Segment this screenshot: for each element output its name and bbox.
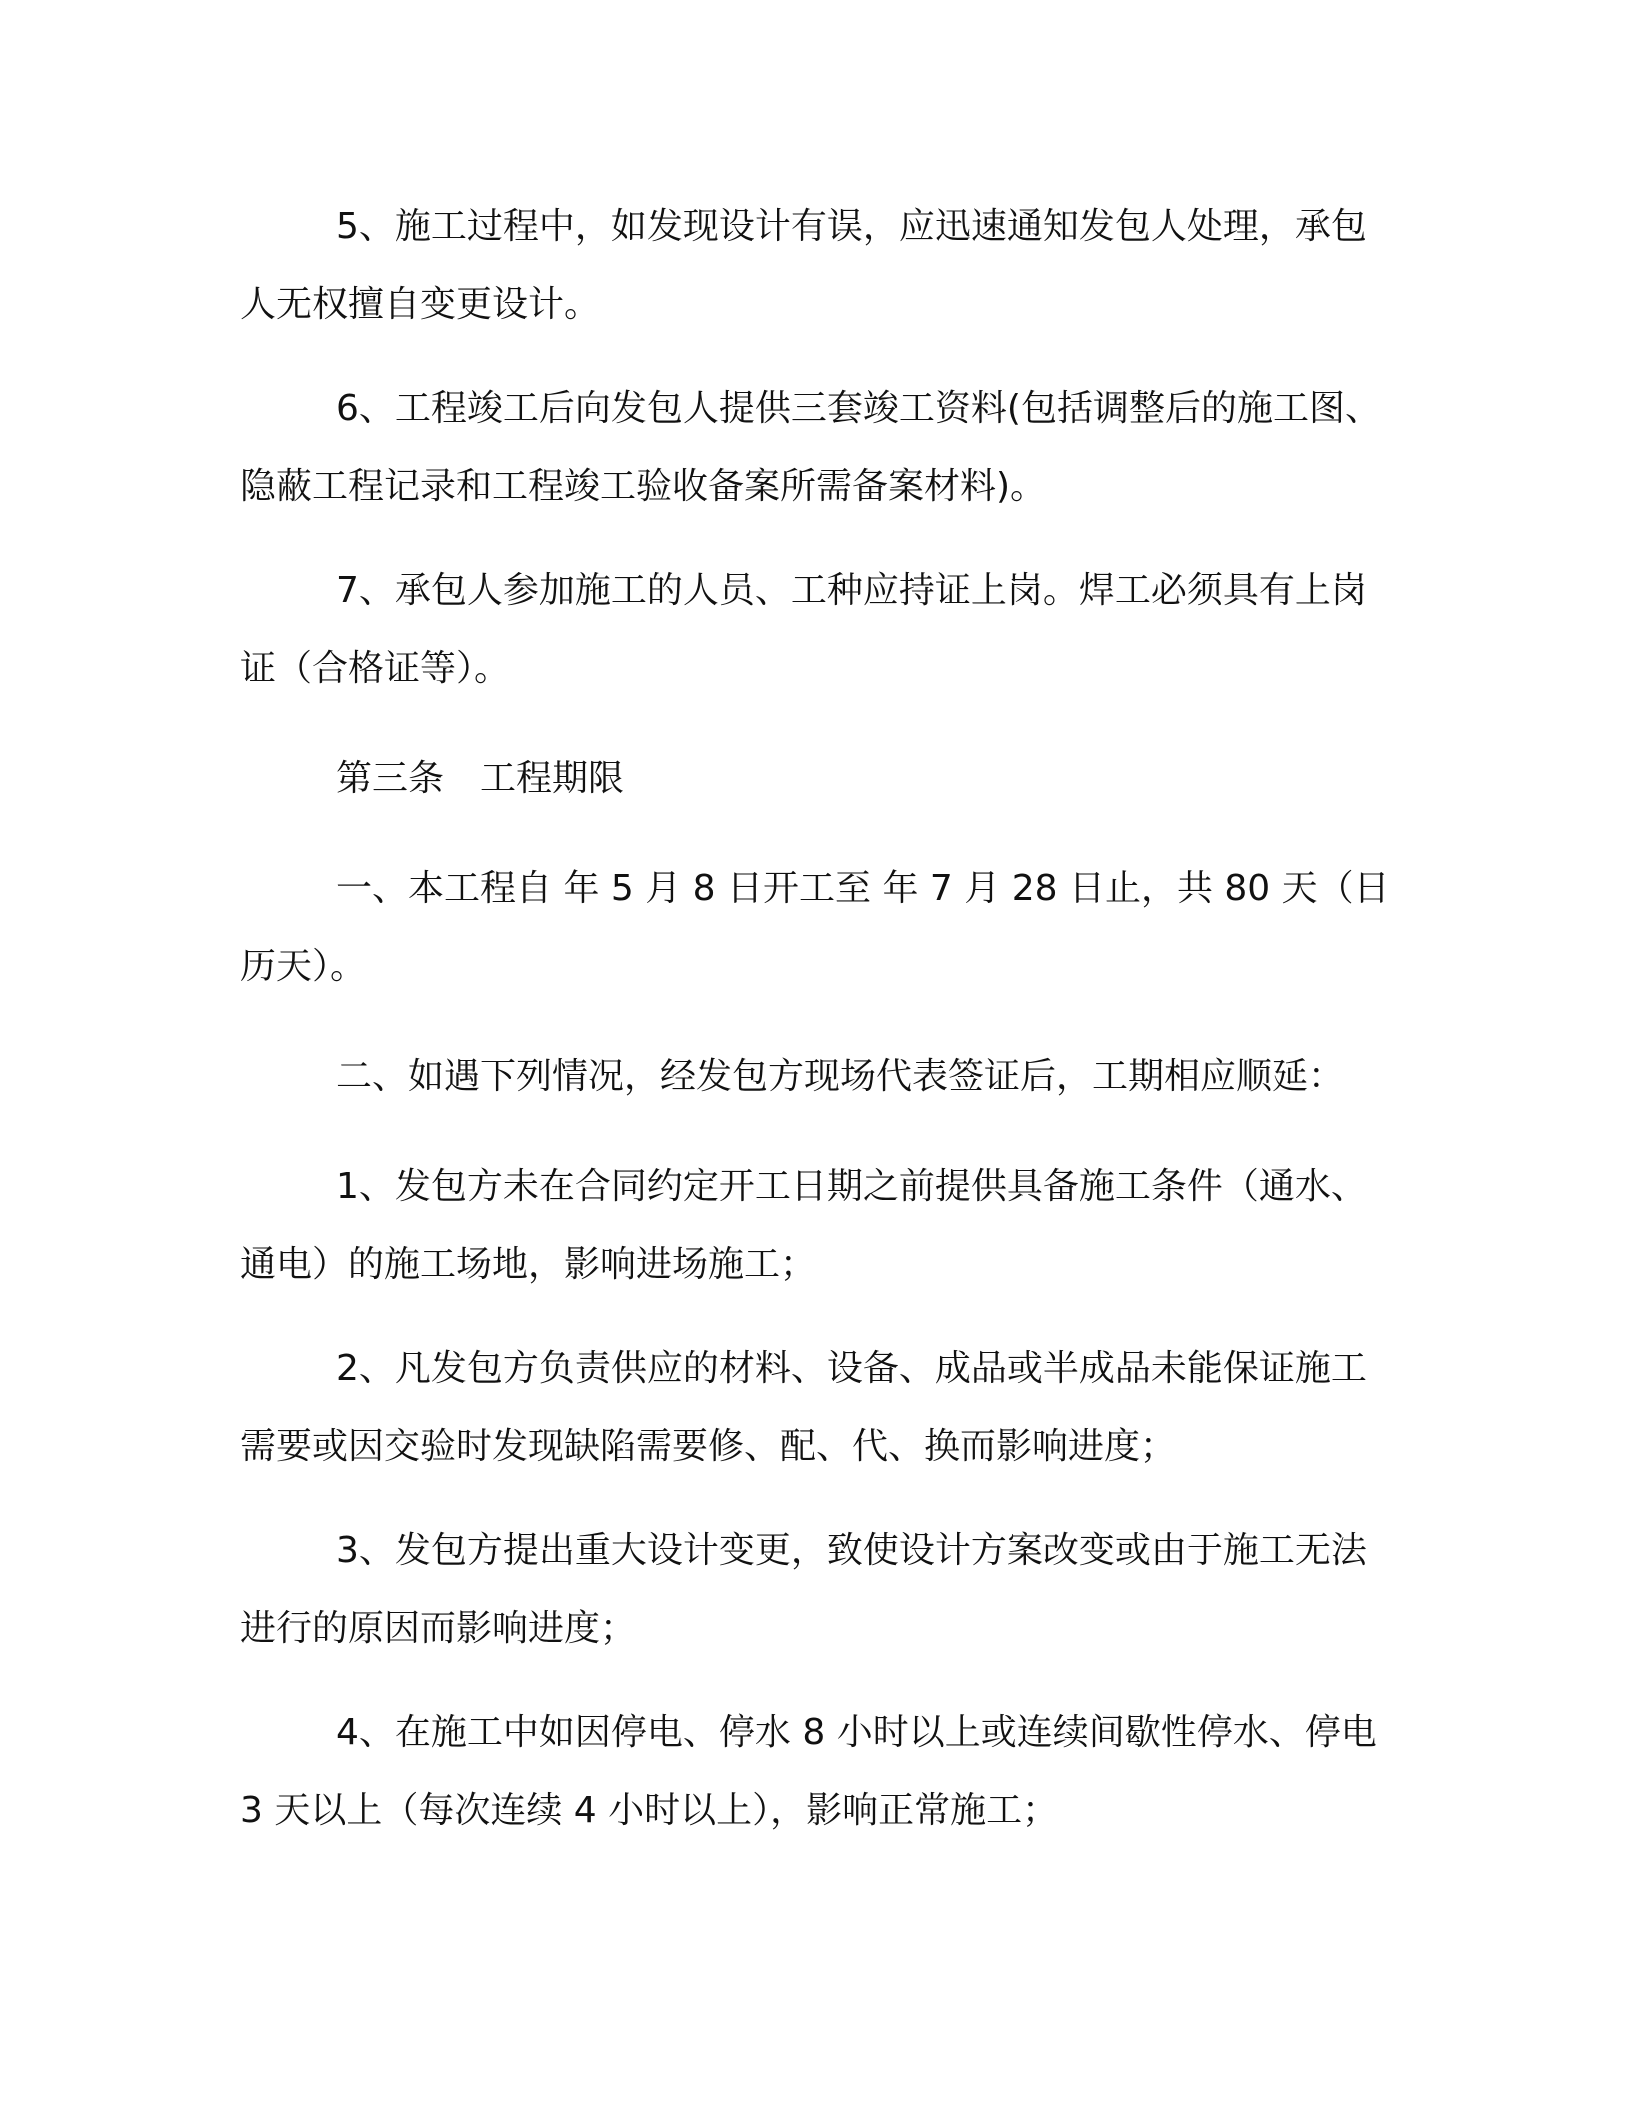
article-3-heading: 第三条 工程期限 <box>336 758 625 799</box>
clause-7-certified-personnel: 7、承包人参加施工的人员、工种应持证上岗。焊工必须具有上岗证（合格证等）。 <box>240 570 1367 689</box>
clause-6-completion-documents: 6、工程竣工后向发包人提供三套竣工资料(包括调整后的施工图、隐蔽工程记录和工程竣工验收备案所需备案材料)。 <box>240 388 1381 507</box>
term-1-schedule: 一、本工程自 年 5 月 8 日开工至 年 7 月 28 日止，共 80 天（日历天）。 <box>240 868 1390 987</box>
condition-4-utility-outage: 4、在施工中如因停电、停水 8 小时以上或连续间歇性停水、停电 3 天以上（每次连续 4 小时以上），影响正常施工； <box>240 1712 1377 1831</box>
term-2-extension-conditions: 二、如遇下列情况，经发包方现场代表签证后，工期相应顺延： <box>336 1056 1345 1097</box>
clause-5-design-errors: 5、施工过程中，如发现设计有误，应迅速通知发包人处理，承包人无权擅自变更设计。 <box>240 206 1367 325</box>
condition-2-materials-supply: 2、凡发包方负责供应的材料、设备、成品或半成品未能保证施工需要或因交验时发现缺陷需要修、配、代、换而影响进度； <box>240 1348 1367 1467</box>
document-body <box>240 188 1400 1850</box>
condition-1-site-not-ready: 1、发包方未在合同约定开工日期之前提供具备施工条件（通水、通电）的施工场地，影响进场施工； <box>240 1166 1367 1285</box>
condition-3-design-change: 3、发包方提出重大设计变更，致使设计方案改变或由于施工无法进行的原因而影响进度； <box>240 1530 1367 1649</box>
